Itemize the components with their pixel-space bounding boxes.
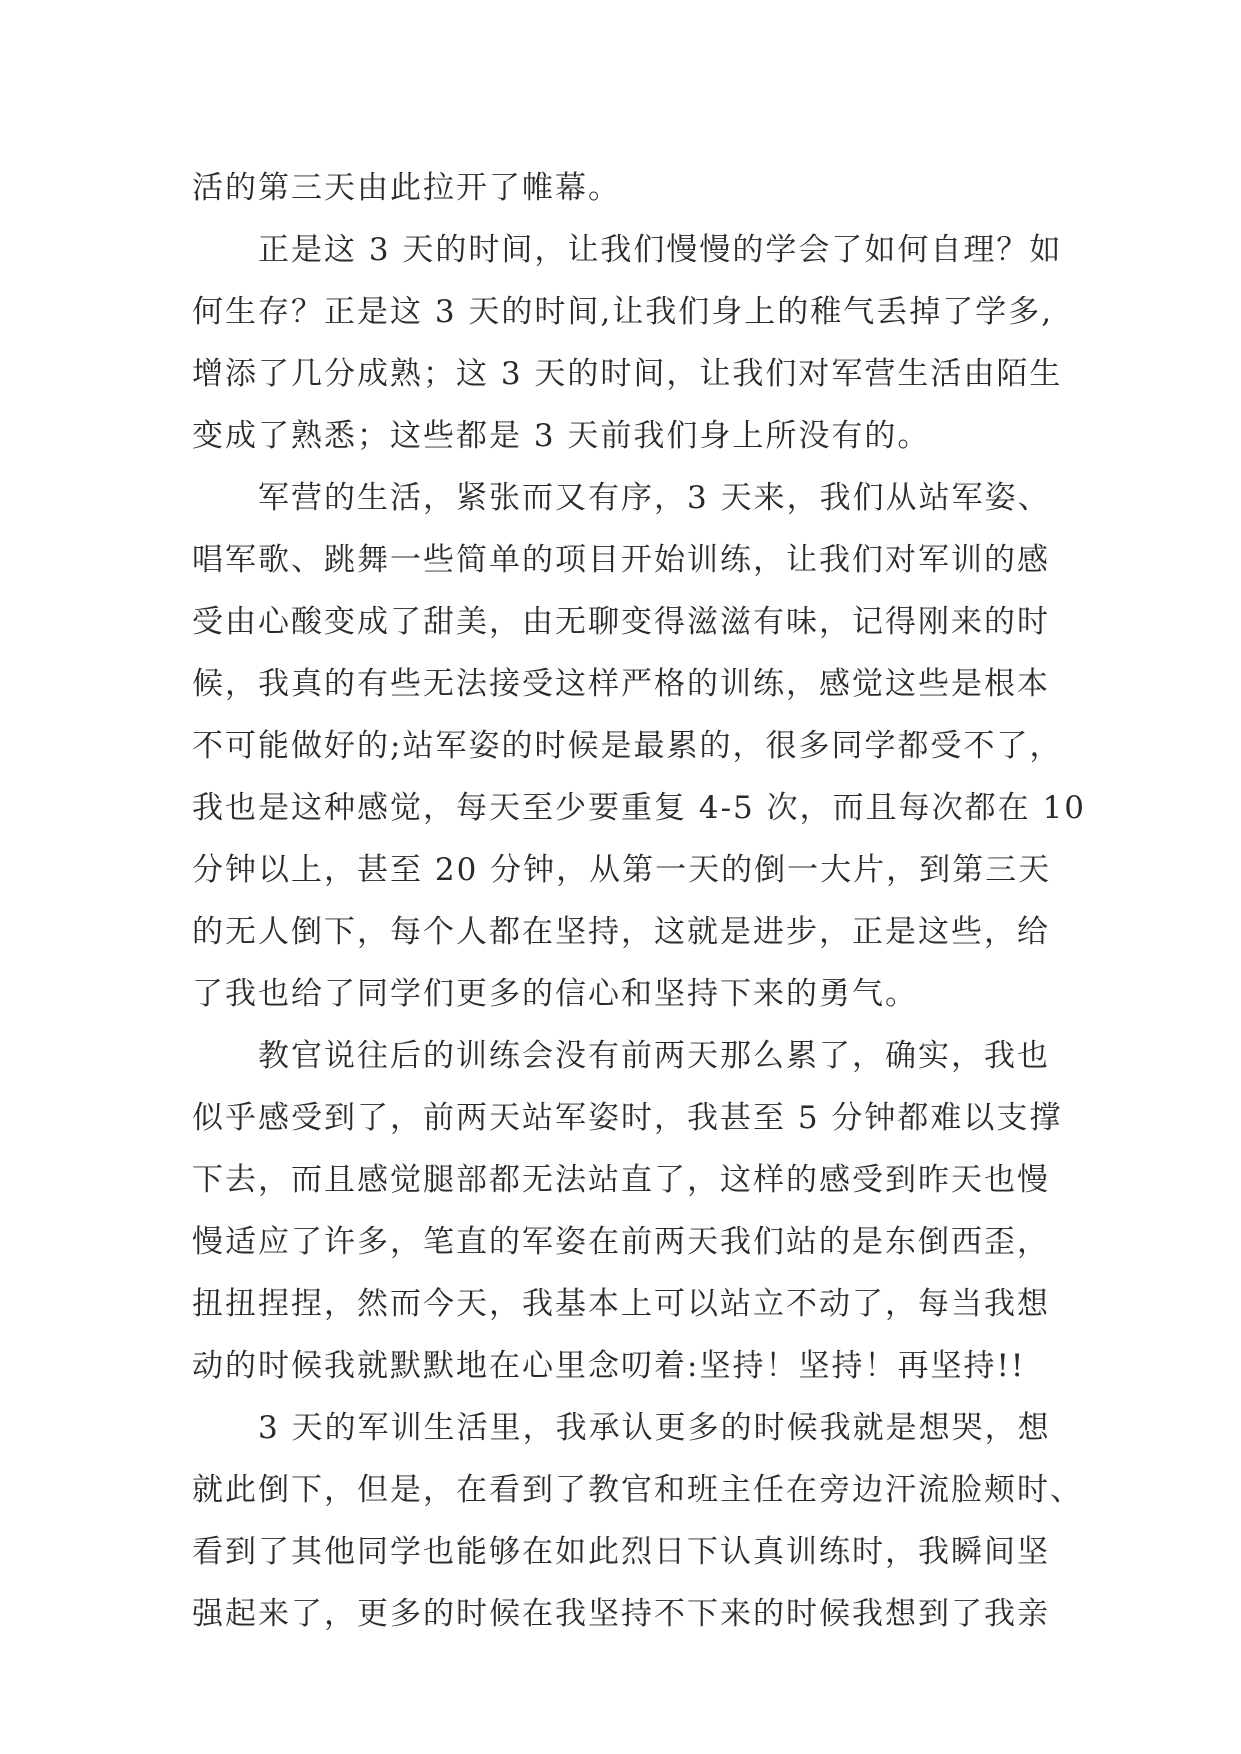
text-line: 变成了熟悉；这些都是 3 天前我们身上所没有的。 bbox=[192, 418, 931, 454]
body-text bbox=[192, 157, 1086, 1645]
paragraph-first-line: 军营的生活，紧张而又有序，3 天来，我们从站军姿、 bbox=[258, 480, 1051, 516]
text-line: 我也是这种感觉，每天至少要重复 4-5 次，而且每次都在 10 bbox=[192, 790, 1086, 826]
text-line: 受由心酸变成了甜美，由无聊变得滋滋有味，记得刚来的时 bbox=[192, 604, 1050, 640]
text-line: 唱军歌、跳舞一些简单的项目开始训练，让我们对军训的感 bbox=[192, 542, 1050, 578]
text-line: 不可能做好的;站军姿的时候是最累的，很多同学都受不了， bbox=[192, 728, 1063, 764]
text-line: 扭扭捏捏，然而今天，我基本上可以站立不动了，每当我想 bbox=[192, 1286, 1050, 1322]
text-line: 看到了其他同学也能够在如此烈日下认真训练时，我瞬间坚 bbox=[192, 1534, 1050, 1570]
text-line: 下去，而且感觉腿部都无法站直了，这样的感受到昨天也慢 bbox=[192, 1162, 1050, 1198]
text-line: 强起来了，更多的时候在我坚持不下来的时候我想到了我亲 bbox=[192, 1596, 1050, 1632]
text-line: 动的时候我就默默地在心里念叨着:坚持！坚持！再坚持!! bbox=[192, 1348, 1026, 1384]
text-line: 似乎感受到了，前两天站军姿时，我甚至 5 分钟都难以支撑 bbox=[192, 1100, 1063, 1136]
text-line: 分钟以上，甚至 20 分钟，从第一天的倒一大片，到第三天 bbox=[192, 852, 1052, 888]
text-line: 何生存？正是这 3 天的时间,让我们身上的稚气丢掉了学多, bbox=[192, 294, 1054, 330]
paragraph-first-line: 正是这 3 天的时间，让我们慢慢的学会了如何自理？如 bbox=[258, 232, 1063, 268]
paragraph-first-line: 教官说往后的训练会没有前两天那么累了，确实，我也 bbox=[258, 1038, 1050, 1074]
text-line: 增添了几分成熟；这 3 天的时间，让我们对军营生活由陌生 bbox=[192, 356, 1063, 392]
text-line: 慢适应了许多，笔直的军姿在前两天我们站的是东倒西歪， bbox=[192, 1224, 1050, 1260]
text-line: 候，我真的有些无法接受这样严格的训练，感觉这些是根本 bbox=[192, 666, 1050, 702]
text-line: 了我也给了同学们更多的信心和坚持下来的勇气。 bbox=[192, 976, 918, 1012]
text-line: 就此倒下，但是，在看到了教官和班主任在旁边汗流脸颊时、 bbox=[192, 1472, 1083, 1508]
text-line: 活的第三天由此拉开了帷幕。 bbox=[192, 170, 621, 206]
text-line: 的无人倒下，每个人都在坚持，这就是进步，正是这些，给 bbox=[192, 914, 1050, 950]
paragraph-first-line: 3 天的军训生活里，我承认更多的时候我就是想哭，想 bbox=[258, 1410, 1051, 1446]
